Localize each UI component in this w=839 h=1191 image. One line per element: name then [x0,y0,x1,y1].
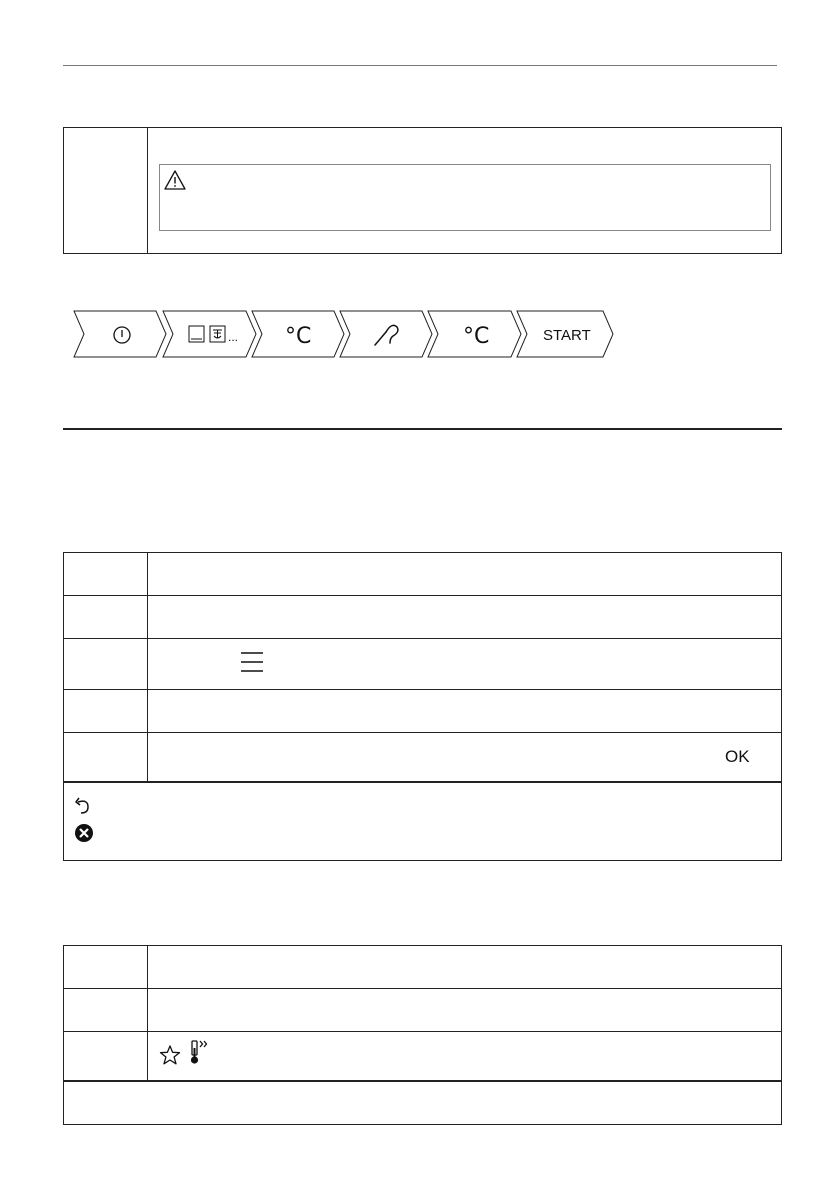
temperature-label-2: °C [463,324,490,349]
section-rule [63,428,782,430]
steps-table-2 [63,945,782,1125]
steps-table-2-divider [147,945,148,1081]
step-sequence [70,308,620,360]
table-row-line [63,638,782,639]
oven-functions-suffix: ... [228,330,239,344]
table-row-line [63,732,782,733]
start-label: START [543,327,591,344]
step-chevron-1 [74,311,166,357]
steps-table-1-divider [147,552,148,782]
cancel-icon [74,823,94,843]
table-row-line [63,988,782,989]
warning-table-divider [147,127,148,254]
table-footer-line [63,1080,782,1082]
ok-icon: OK [725,747,750,766]
star-icon [159,1044,181,1066]
temperature-boost-icon [188,1038,214,1066]
steps-table-1 [63,552,782,861]
temperature-label-1: °C [285,324,312,349]
step-chevron-4 [340,311,432,357]
header-rule [63,65,777,66]
warning-icon [163,169,187,191]
table-footer-line [63,781,782,783]
table-row-line [63,689,782,690]
table-row-line [63,595,782,596]
warning-notice [159,164,771,231]
menu-icon [239,650,265,674]
back-arrow-icon [74,797,92,815]
table-row-line [63,1031,782,1032]
